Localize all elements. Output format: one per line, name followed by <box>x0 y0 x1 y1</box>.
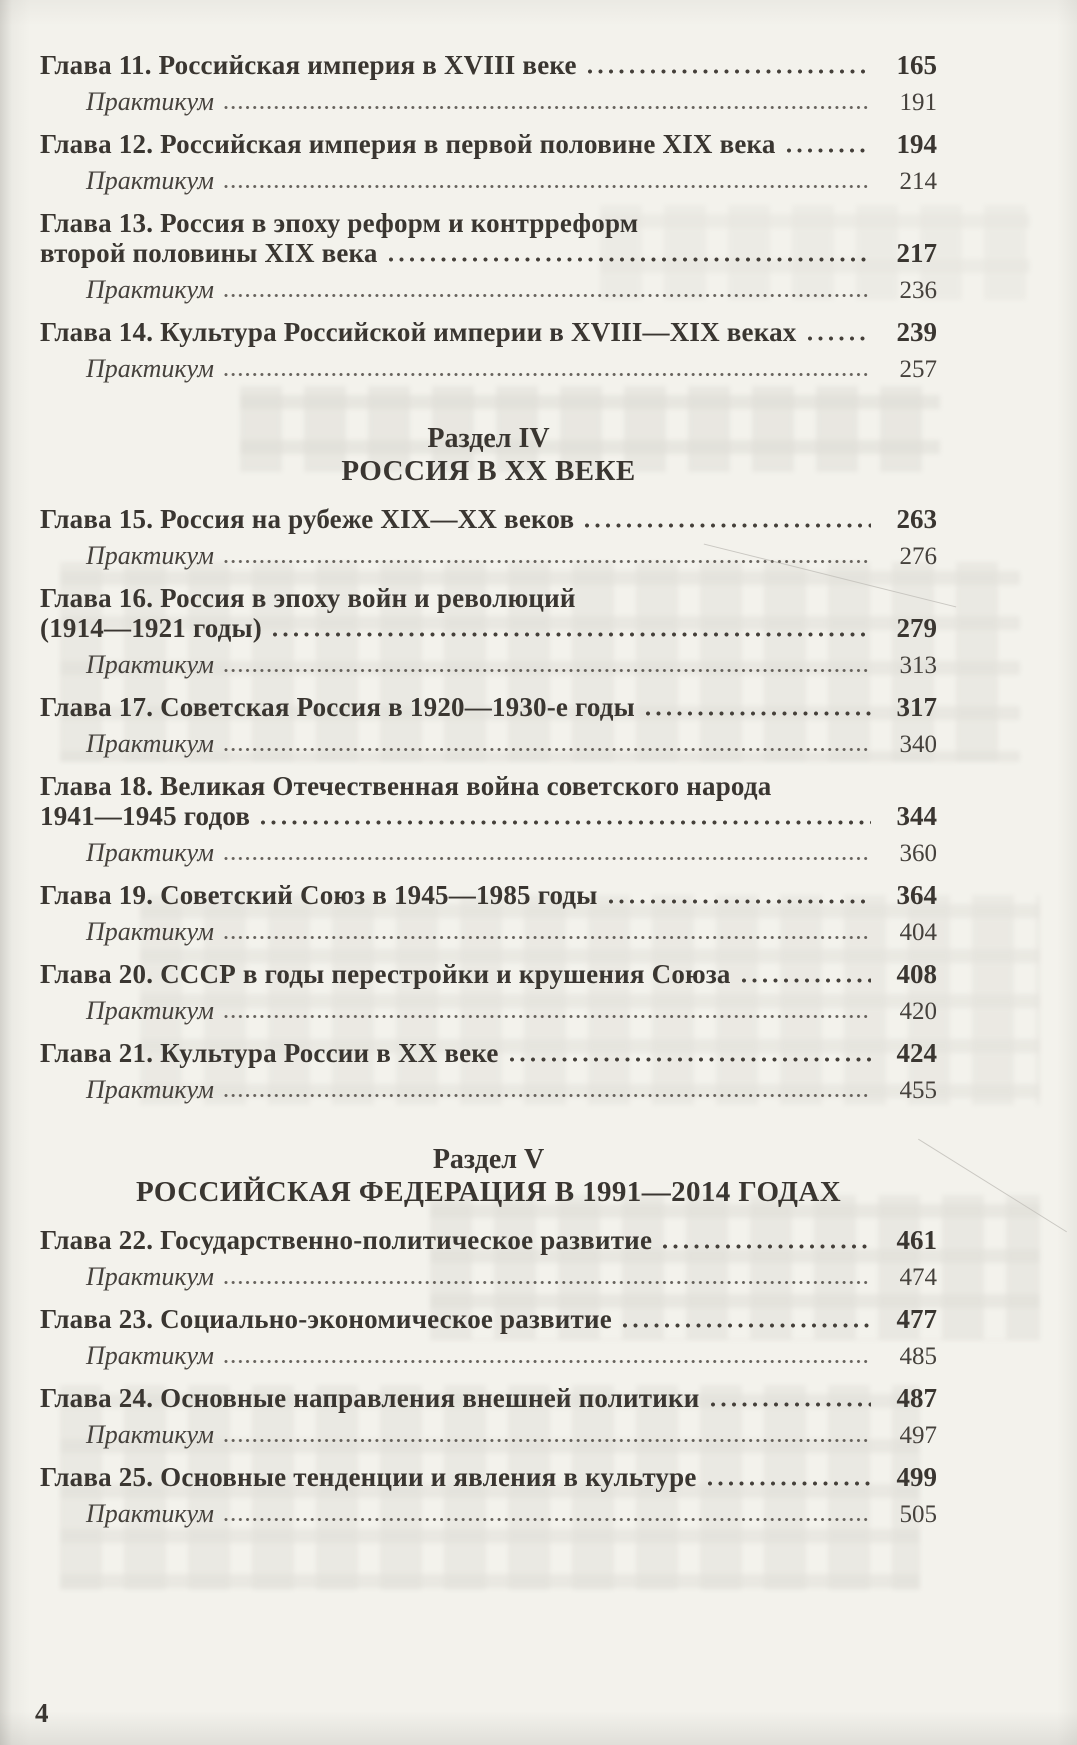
dot-leader <box>224 1517 871 1523</box>
toc-praktikum-entry <box>40 167 937 196</box>
toc-praktikum-entry <box>40 1263 937 1292</box>
chapter-page-number: 461 <box>896 1225 937 1255</box>
toc-praktikum-entry <box>40 839 937 868</box>
toc-praktikum-entry <box>40 1076 937 1105</box>
chapter-title: Глава 25. Основные тенденции и явления в культуре <box>40 1462 697 1492</box>
toc-praktikum-entry <box>40 88 937 117</box>
dot-leader <box>224 1093 871 1099</box>
praktikum-label: Практикум <box>86 650 215 679</box>
praktikum-page-number: 420 <box>899 998 937 1025</box>
toc-chapter-entry <box>40 771 937 831</box>
chapter-page-number: 408 <box>896 959 937 989</box>
section-number: Раздел V <box>432 1144 545 1175</box>
chapter-title: Глава 15. Россия на рубеже XIX—XX веков <box>40 504 575 534</box>
praktikum-page-number: 497 <box>899 1422 937 1449</box>
dot-leader <box>224 1359 871 1365</box>
section-number: Раздел IV <box>427 423 550 454</box>
chapter-title: Глава 17. Советская Россия в 1920—1930-е годы <box>40 692 635 722</box>
dot-leader <box>224 184 871 190</box>
praktikum-label: Практикум <box>86 1341 215 1370</box>
dot-leader <box>224 559 871 565</box>
praktikum-page-number: 276 <box>899 543 937 570</box>
praktikum-label: Практикум <box>86 729 215 758</box>
toc-chapter-entry <box>40 1304 937 1334</box>
dot-leader <box>224 1014 871 1020</box>
dot-leader <box>786 147 871 154</box>
toc-praktikum-entry <box>40 542 937 571</box>
chapter-page-number: 344 <box>896 801 937 831</box>
chapter-page-number: 364 <box>896 880 937 910</box>
toc-praktikum-entry <box>40 1342 937 1371</box>
praktikum-page-number: 360 <box>899 840 937 867</box>
dot-leader <box>224 105 871 111</box>
chapter-title: Глава 19. Советский Союз в 1945—1985 годы <box>40 880 598 910</box>
dot-leader <box>807 335 872 342</box>
dot-leader <box>608 898 871 905</box>
chapter-page-number: 217 <box>896 238 937 268</box>
dot-leader <box>224 1438 871 1444</box>
praktikum-page-number: 455 <box>899 1077 937 1104</box>
praktikum-page-number: 257 <box>899 356 937 383</box>
chapter-title: Глава 11. Российская империя в XVIII веке <box>40 50 577 80</box>
chapter-page-number: 424 <box>896 1038 937 1068</box>
praktikum-page-number: 485 <box>899 1343 937 1370</box>
toc-chapter-entry <box>40 1038 937 1068</box>
praktikum-label: Практикум <box>86 275 215 304</box>
toc-chapter-entry <box>40 208 937 268</box>
dot-leader <box>622 1322 871 1329</box>
chapter-title-line1: Глава 18. Великая Отечественная война советского народа <box>40 771 772 801</box>
dot-leader <box>707 1480 871 1487</box>
dot-leader <box>272 631 871 638</box>
praktikum-label: Практикум <box>86 87 215 116</box>
chapter-title: Глава 23. Социально-экономическое развитие <box>40 1304 612 1334</box>
praktikum-page-number: 236 <box>899 277 937 304</box>
toc-chapter-entry <box>40 1225 937 1255</box>
toc-praktikum-entry <box>40 276 937 305</box>
toc-praktikum-entry <box>40 1500 937 1529</box>
chapter-page-number: 279 <box>896 613 937 643</box>
toc-praktikum-entry <box>40 651 937 680</box>
dot-leader <box>509 1056 871 1063</box>
toc-chapter-entry <box>40 1462 937 1492</box>
dot-leader <box>388 256 871 263</box>
dot-leader <box>224 668 871 674</box>
chapter-page-number: 487 <box>896 1383 937 1413</box>
chapter-title-line2: (1914—1921 годы) <box>40 613 262 643</box>
toc-chapter-entry <box>40 317 937 347</box>
dot-leader <box>710 1401 871 1408</box>
chapter-title: Глава 21. Культура России в XX веке <box>40 1038 499 1068</box>
praktikum-label: Практикум <box>86 1420 215 1449</box>
chapter-title: Глава 20. СССР в годы перестройки и крушения Союза <box>40 959 731 989</box>
toc-chapter-entry <box>40 583 937 643</box>
dot-leader <box>662 1243 871 1250</box>
toc-praktikum-entry <box>40 730 937 759</box>
praktikum-label: Практикум <box>86 996 215 1025</box>
dot-leader <box>645 710 871 717</box>
dot-leader <box>741 977 871 984</box>
toc-chapter-entry <box>40 692 937 722</box>
praktikum-label: Практикум <box>86 838 215 867</box>
praktikum-page-number: 404 <box>899 919 937 946</box>
praktikum-label: Практикум <box>86 917 215 946</box>
praktikum-page-number: 340 <box>899 731 937 758</box>
toc-chapter-entry <box>40 1383 937 1413</box>
table-of-contents <box>40 50 937 1529</box>
praktikum-page-number: 313 <box>899 652 937 679</box>
dot-leader <box>587 68 871 75</box>
praktikum-label: Практикум <box>86 354 215 383</box>
praktikum-label: Практикум <box>86 166 215 195</box>
dot-leader <box>224 856 871 862</box>
section-title: РОССИЙСКАЯ ФЕДЕРАЦИЯ В 1991—2014 ГОДАХ <box>135 1176 842 1208</box>
praktikum-page-number: 474 <box>899 1264 937 1291</box>
section-heading <box>40 422 937 488</box>
toc-chapter-entry <box>40 880 937 910</box>
chapter-title: Глава 22. Государственно-политическое развитие <box>40 1225 653 1255</box>
praktikum-label: Практикум <box>86 1262 215 1291</box>
chapter-title-line2: второй половины XIX века <box>40 238 378 268</box>
chapter-title: Глава 14. Культура Российской империи в XVIII—XIX веках <box>40 317 797 347</box>
chapter-title-line1: Глава 13. Россия в эпоху реформ и контрреформ <box>40 208 639 238</box>
praktikum-page-number: 505 <box>899 1501 937 1528</box>
chapter-title-line2: 1941—1945 годов <box>40 801 251 831</box>
toc-chapter-entry <box>40 50 937 80</box>
chapter-title: Глава 24. Основные направления внешней политики <box>40 1383 700 1413</box>
praktikum-page-number: 191 <box>899 89 937 116</box>
chapter-page-number: 499 <box>896 1462 937 1492</box>
toc-praktikum-entry <box>40 997 937 1026</box>
chapter-title: Глава 12. Российская империя в первой половине XIX века <box>40 129 776 159</box>
dot-leader <box>224 747 871 753</box>
chapter-title-line1: Глава 16. Россия в эпоху войн и революций <box>40 583 576 613</box>
dot-leader <box>224 1280 871 1286</box>
chapter-page-number: 317 <box>896 692 937 722</box>
chapter-page-number: 165 <box>896 50 937 80</box>
toc-praktikum-entry <box>40 918 937 947</box>
praktikum-label: Практикум <box>86 541 215 570</box>
chapter-page-number: 263 <box>896 504 937 534</box>
praktikum-label: Практикум <box>86 1075 215 1104</box>
toc-praktikum-entry <box>40 1421 937 1450</box>
page-number: 4 <box>35 1698 49 1728</box>
dot-leader <box>224 935 871 941</box>
section-title: РОССИЯ В XX ВЕКЕ <box>341 455 636 487</box>
chapter-page-number: 239 <box>896 317 937 347</box>
dot-leader <box>224 293 871 299</box>
dot-leader <box>260 819 871 826</box>
praktikum-page-number: 214 <box>899 168 937 195</box>
scan-scratch-artifact <box>918 1139 1067 1233</box>
toc-chapter-entry <box>40 129 937 159</box>
toc-chapter-entry <box>40 504 937 534</box>
chapter-page-number: 477 <box>896 1304 937 1334</box>
chapter-page-number: 194 <box>896 129 937 159</box>
praktikum-label: Практикум <box>86 1499 215 1528</box>
toc-chapter-entry <box>40 959 937 989</box>
section-heading <box>40 1143 937 1209</box>
dot-leader <box>584 522 871 529</box>
dot-leader <box>224 372 871 378</box>
toc-praktikum-entry <box>40 355 937 384</box>
